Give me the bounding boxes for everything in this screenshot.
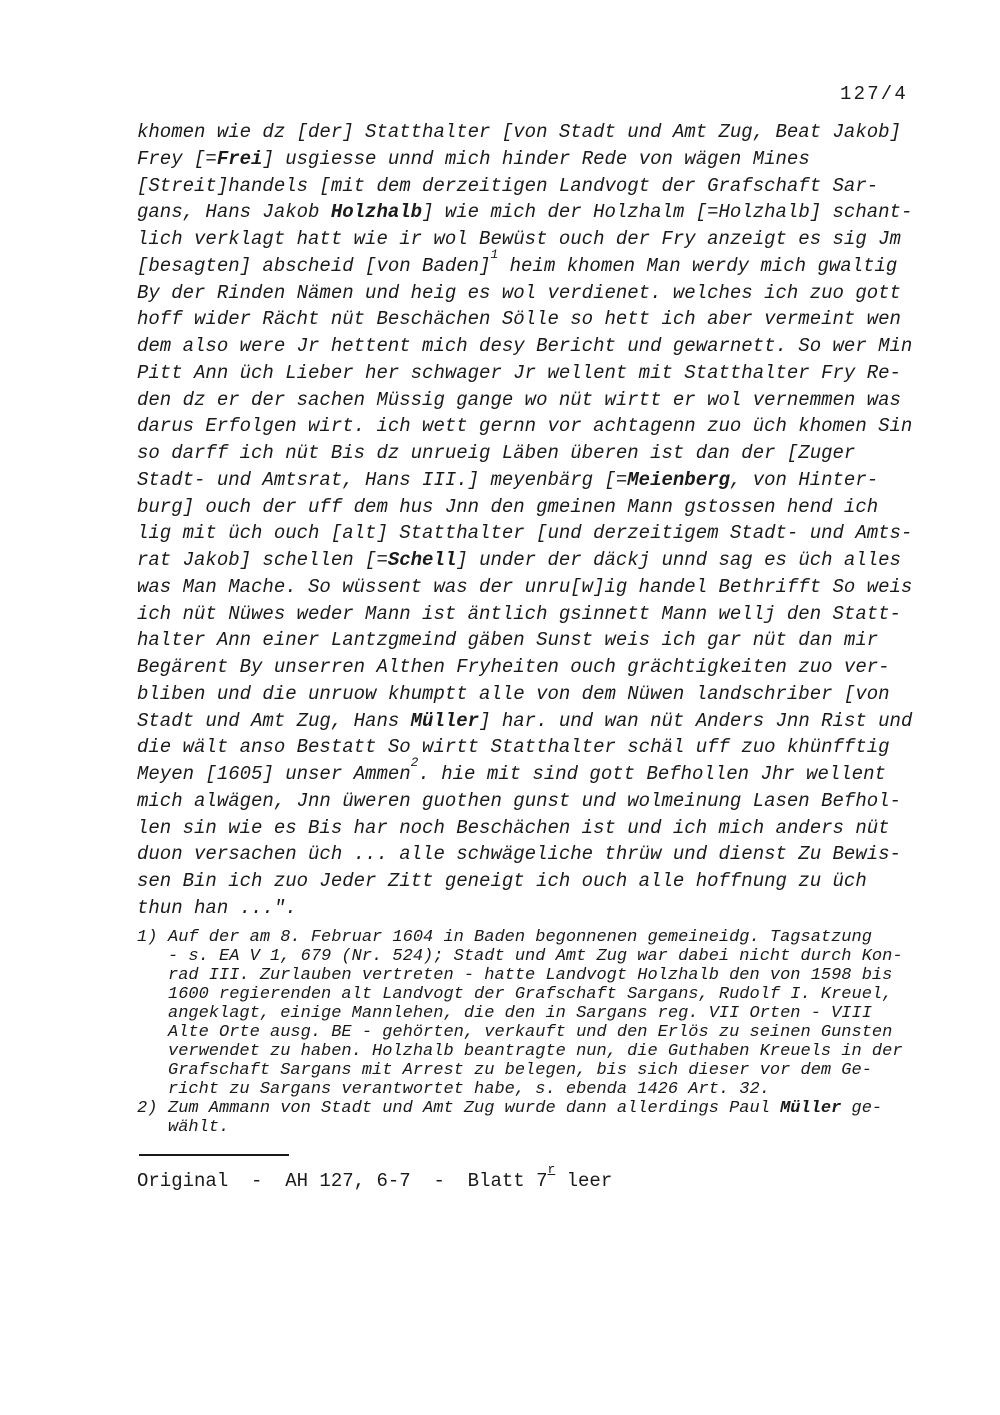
superscript-marker: 2 xyxy=(410,754,419,770)
body-line xyxy=(137,547,912,574)
body-line xyxy=(137,146,912,173)
body-line xyxy=(137,754,912,788)
footnotes-section xyxy=(137,928,903,1137)
footnote xyxy=(137,928,903,1099)
body-line xyxy=(137,246,912,280)
body-line xyxy=(137,494,912,521)
text-segment: hoff wider Rächt nüt Beschächen Sölle so hett ich aber vermeint wen xyxy=(137,308,901,331)
body-line xyxy=(137,895,912,922)
footnote-line xyxy=(168,1061,903,1080)
body-line xyxy=(137,708,912,735)
text-segment: . hie mit sind gott Befhollen Jhr wellent xyxy=(418,763,886,785)
text-segment: Müller xyxy=(780,1099,842,1118)
footnote-line xyxy=(168,966,903,985)
body-line xyxy=(137,734,912,761)
body-line xyxy=(137,173,912,200)
body-line xyxy=(137,413,912,440)
text-segment: sen Bin ich zuo Jeder Zitt geneigt ich ouch alle hoffnung zu üch xyxy=(137,870,867,892)
footer-divider xyxy=(139,1154,289,1156)
text-segment: Begärent By unserren Althen Fryheiten ouch grächtigkeiten zuo ver- xyxy=(137,656,890,678)
text-segment: gans, Hans Jakob xyxy=(137,201,331,224)
body-line xyxy=(137,681,912,708)
text-segment: ] wie mich der Holzhalm [=Holzhalb] schant- xyxy=(422,201,913,224)
body-line xyxy=(137,841,912,868)
text-segment: By der Rinden Nämen und heig es wol verdienet. welches ich zuo gott xyxy=(137,281,901,304)
text-segment: [Streit]handels [mit dem derzeitigen Landvogt der Grafschaft Sar- xyxy=(137,174,879,197)
text-segment: duon versachen üch ... alle schwägeliche thrüw und dienst Zu Bewis- xyxy=(137,843,901,866)
footnote-line xyxy=(168,928,903,947)
text-segment: darus Erfolgen wirt. ich wett gernn vor achtagenn zuo üch khomen Sin xyxy=(137,415,913,438)
body-line xyxy=(137,520,912,547)
text-segment: 1600 regierenden alt Landvogt der Grafschaft Sargans, Rudolf I. Kreuel, xyxy=(168,985,893,1004)
text-segment: - s. EA V 1, 679 (Nr. 524); Stadt und Amt Zug war dabei nicht durch Kon- xyxy=(168,947,903,966)
text-segment: Grafschaft Sargans mit Arrest zu belegen, bis sich dieser vor dem Ge- xyxy=(168,1061,872,1080)
text-segment: Stadt- und Amtsrat, Hans III.] meyenbärg [= xyxy=(137,468,628,491)
footnote-number: 2) xyxy=(137,1099,158,1118)
body-line xyxy=(137,199,912,226)
body-line xyxy=(137,654,912,681)
text-segment: heim khomen Man werdy mich gwaltig xyxy=(498,254,898,277)
text-segment: thun han ...". xyxy=(137,896,297,919)
text-segment: ich nüt Nüwes weder Mann ist äntlich gsinnett Mann wellj den Statt- xyxy=(137,602,901,625)
text-segment: mich alwägen, Jnn üweren guothen gunst und wolmeinung Lasen Befhol- xyxy=(137,789,901,812)
footnote-line xyxy=(168,1004,903,1023)
text-segment: Frey [= xyxy=(137,147,217,170)
superscript-marker: r xyxy=(547,1161,556,1177)
body-line xyxy=(137,440,912,467)
text-segment: Alte Orte ausg. BE - gehörten, verkauft und den Erlös zu seinen Gunsten xyxy=(168,1023,893,1042)
text-segment: rad III. Zurlauben vertreten - hatte Landvogt Holzhalb den von 1598 bis xyxy=(168,966,893,985)
text-segment: verwendet zu haben. Holzhalb beantragte nun, die Guthaben Kreuels in der xyxy=(168,1042,903,1061)
body-line xyxy=(137,627,912,654)
text-segment: lig mit üch ouch [alt] Statthalter [und derzeitigem Stadt- und Amts- xyxy=(137,522,913,545)
text-segment: ge- xyxy=(841,1099,883,1118)
footnote-line xyxy=(168,1042,903,1061)
text-segment: Meyen [1605] unser Ammen xyxy=(137,763,411,785)
text-segment: leer xyxy=(555,1170,613,1192)
footnote-line xyxy=(168,1118,882,1137)
text-segment: Pitt Ann üch Lieber her schwager Jr wellent mit Statthalter Fry Re- xyxy=(137,361,901,384)
body-line xyxy=(137,467,912,494)
body-line xyxy=(137,119,912,146)
text-segment: Frei xyxy=(216,147,263,170)
text-segment: , von Hinter- xyxy=(729,468,879,491)
body-line xyxy=(137,306,912,333)
text-segment: angeklagt, einige Mannlehen, die den in Sargans reg. VII Orten - VIII xyxy=(168,1004,872,1023)
text-segment: [besagten] abscheid [von Baden] xyxy=(137,254,491,277)
body-line xyxy=(137,360,912,387)
source-reference-line xyxy=(137,1161,613,1194)
text-segment: wählt. xyxy=(168,1118,230,1137)
text-segment: die wält anso Bestatt So wirtt Statthalter schäl uff zuo khünfftig xyxy=(137,736,890,759)
text-segment: burg] ouch der uff dem hus Jnn den gmeinen Mann gstossen hend ich xyxy=(137,495,879,518)
text-segment: lich verklagt hatt wie ir wol Bewüst ouch der Fry anzeigt es sig Jm xyxy=(137,228,901,250)
body-line xyxy=(137,601,912,628)
footnote-line xyxy=(168,947,903,966)
text-segment: khomen wie dz [der] Statthalter [von Stadt und Amt Zug, Beat Jakob] xyxy=(137,121,901,143)
text-segment: Müller xyxy=(410,709,480,732)
text-segment: richt zu Sargans verantwortet habe, s. ebenda 1426 Art. 32. xyxy=(168,1080,770,1099)
text-segment: Original - AH 127, 6-7 - Blatt 7 xyxy=(137,1170,548,1192)
text-segment: den dz er der sachen Müssig gange wo nüt wirtt er wol vernemmen was xyxy=(137,388,901,411)
superscript-marker: 1 xyxy=(490,246,499,262)
text-segment: Stadt und Amt Zug, Hans xyxy=(137,709,411,732)
footnote-line xyxy=(168,1099,882,1118)
text-segment: Schell xyxy=(387,549,457,571)
footnote-number: 1) xyxy=(137,928,158,947)
body-line xyxy=(137,226,912,253)
footnote xyxy=(137,1099,903,1137)
page-number: 127/4 xyxy=(840,83,909,105)
body-line xyxy=(137,868,912,895)
footnote-line xyxy=(168,1080,903,1099)
text-segment: Auf der am 8. Februar 1604 in Baden begonnenen gemeineidg. Tagsatzung xyxy=(168,928,872,947)
text-segment: dem also were Jr hettent mich desy Bericht und gewarnett. So wer Min xyxy=(137,335,913,357)
body-line xyxy=(137,387,912,414)
text-segment: ] har. und wan nüt Anders Jnn Rist und xyxy=(479,709,913,732)
body-line xyxy=(137,815,912,842)
body-line xyxy=(137,788,912,815)
body-line xyxy=(137,333,912,360)
text-segment: Zum Ammann von Stadt und Amt Zug wurde dann allerdings Paul xyxy=(168,1099,781,1118)
text-segment: halter Ann einer Lantzgmeind gäben Sunst weis ich gar nüt dan mir xyxy=(137,629,879,652)
body-line xyxy=(137,280,912,307)
text-segment: Meienberg xyxy=(627,468,730,491)
text-segment: rat Jakob] schellen [= xyxy=(137,549,388,571)
text-segment: ] under der däckj unnd sag es üch alles xyxy=(456,549,901,571)
footnote-text xyxy=(168,1099,882,1137)
transcription-body xyxy=(137,119,912,922)
footnote-line xyxy=(168,1023,903,1042)
footnote-line xyxy=(168,985,903,1004)
text-segment: ] usgiesse unnd mich hinder Rede von wägen Mines xyxy=(262,147,810,170)
footnote-text xyxy=(168,928,903,1099)
text-segment: bliben und die unruow khumptt alle von dem Nüwen landschriber [von xyxy=(137,682,890,705)
text-segment: Holzhalb xyxy=(330,201,423,224)
text-segment: so darff ich nüt Bis dz unrueig Läben überen ist dan der [Zuger xyxy=(137,442,856,464)
text-segment: was Man Mache. So wüssent was der unru[w]ig handel Bethrifft So weis xyxy=(137,575,913,598)
body-line xyxy=(137,574,912,601)
text-segment: len sin wie es Bis har noch Beschächen ist und ich mich anders nüt xyxy=(137,816,890,839)
